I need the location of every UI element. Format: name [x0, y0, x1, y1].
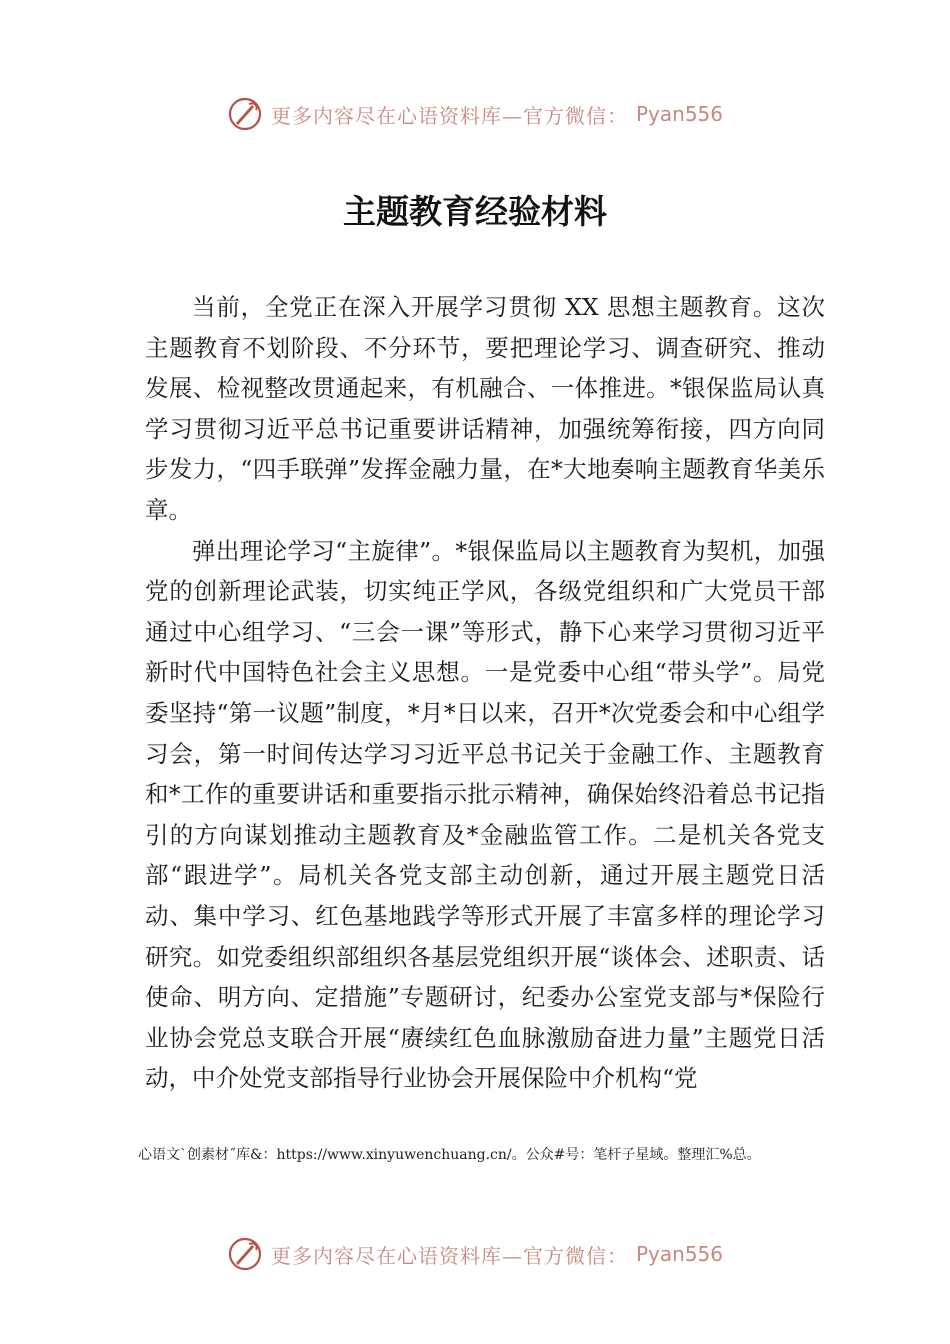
banner-text: 更多内容尽在心语资料库—官方微信： — [270, 103, 628, 128]
banner-wechat-id: Pyan556 — [635, 102, 723, 126]
quill-logo-icon — [227, 1236, 263, 1272]
banner-text: 更多内容尽在心语资料库—官方微信： — [270, 1243, 628, 1268]
banner-wechat-id: Pyan556 — [635, 1242, 723, 1266]
paragraph-intro: 当前，全党正在深入开展学习贯彻 XX 思想主题教育。这次主题教育不划阶段、不分环节，要把理论学习、调查研究、推动发展、检视整改贯通起来，有机融合、一体推进。*银保监局认真学习贯彻习近平总书记重要讲话精神，加强统筹衔接，四方向同步发力，“四手联弹”发挥金融力量，在*大地奏响主题教育华美乐章。 — [145, 293, 825, 524]
source-footnote: 心语文`创素材˝库&：https://www.xinyuwenchuang.cn/。公众#号：笔杆子星域。整理汇%总。 — [138, 1147, 761, 1163]
header-banner — [0, 94, 950, 134]
document-body — [145, 287, 825, 1099]
document-title: 主题教育经验材料 — [343, 192, 607, 231]
footer-banner — [0, 1234, 950, 1274]
quill-logo-icon — [227, 96, 263, 132]
paragraph-theory-study: 弹出理论学习“主旋律”。*银保监局以主题教育为契机，加强党的创新理论武装，切实纯正学风，各级党组织和广大党员干部通过中心组学习、“三会一课”等形式，静下心来学习贯彻习近平新时代中国特色社会主义思想。一是党委中心组“带头学”。局党委坚持“第一议题”制度，*月*日以来，召开*次党委会和中心组学习会，第一时间传达学习习近平总书记关于金融工作、主题教育和*工作的重要讲话和重要指示批示精神，确保始终沿着总书记指引的方向谋划推动主题教育及*金融监管工作。二是机关各党支部“跟进学”。局机关各党支部主动创新，通过开展主题党日活动、集中学习、红色基地践学等形式开展了丰富多样的理论学习研究。如党委组织部组织各基层党组织开展“谈体会、述职责、话使命、明方向、定措施”专题研讨，纪委办公室党支部与*保险行业协会党总支联合开展“赓续红色血脉激励奋进力量”主题党日活动，中介处党支部指导行业协会开展保险中介机构“党 — [145, 536, 825, 1093]
